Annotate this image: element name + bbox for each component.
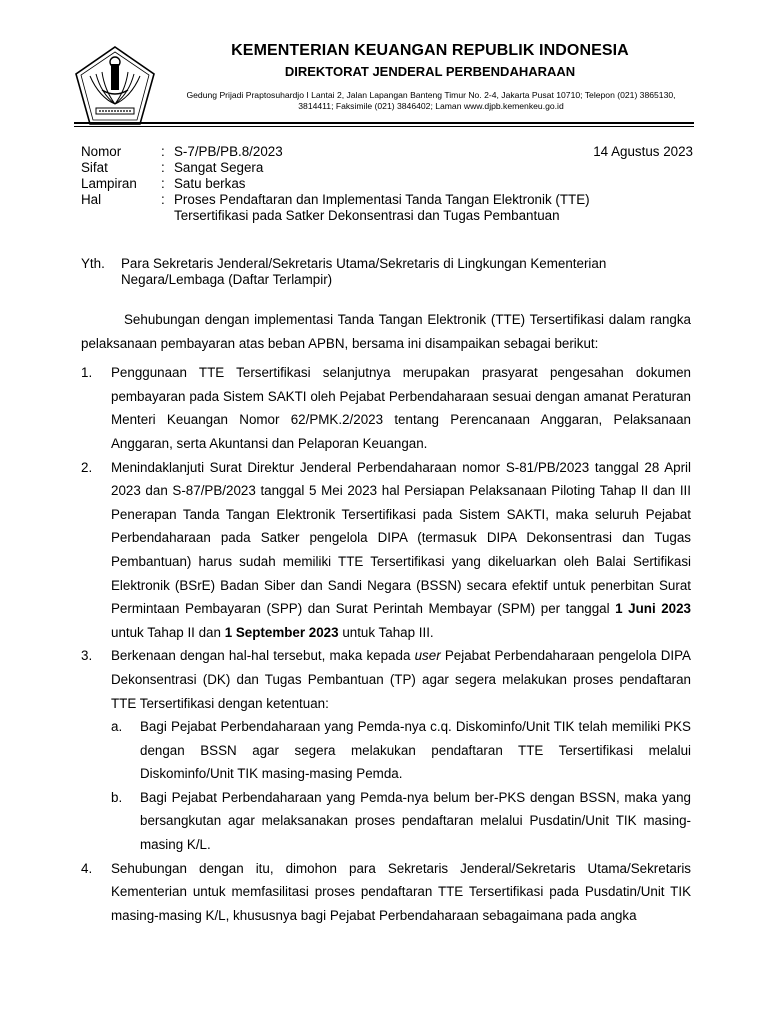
address-line: 3814411; Faksimile (021) 3846402; Laman www.djpb.kemenkeu.go.id [298, 101, 564, 111]
letter-body [81, 308, 691, 927]
intro-paragraph: Sehubungan dengan implementasi Tanda Tangan Elektronik (TTE) Tersertifikasi dalam rangka pelaksanaan pembayaran atas beban APBN, bersama ini disampaikan sebagai berikut: [81, 312, 691, 351]
meta-value [174, 192, 701, 224]
subject-line: Tersertifikasi pada Satker Dekonsentrasi dan Tugas Pembantuan [174, 208, 560, 223]
item-text: Penggunaan TTE Tersertifikasi selanjutnya merupakan prasyarat pengesahan dokumen pembayaran pada Sistem SAKTI oleh Pejabat Perbendaharaan sesuai dengan amanat Peraturan Menteri Keuangan Nomor 62/PMK.2/2023 tentang Perencanaan Anggaran, Pelaksanaan Anggaran, serta Akuntansi dan Pelaporan Keuangan. [111, 365, 691, 451]
meta-value: S-7/PB/PB.8/2023 [174, 144, 283, 159]
meta-hal [81, 192, 701, 224]
ministry-title: KEMENTERIAN KEUANGAN REPUBLIK INDONESIA [231, 42, 629, 59]
item-text-part: untuk Tahap II dan [111, 624, 221, 640]
meta-label: Nomor [81, 144, 122, 159]
point-list [81, 361, 691, 927]
sub-item-letter: b. [111, 789, 123, 805]
addressee-line: Para Sekretaris Jenderal/Sekretaris Utama/Sekretaris di Lingkungan Kementerian [121, 256, 607, 271]
sub-item-letter: a. [111, 719, 123, 735]
meta-sifat [81, 160, 701, 176]
item-text [111, 456, 691, 645]
emphasis-text: user [414, 648, 441, 664]
meta-label: Lampiran [81, 176, 137, 191]
meta-label: Hal [81, 192, 102, 207]
meta-separator: : [161, 160, 165, 175]
meta-separator: : [161, 144, 165, 159]
letterhead-rule-thin [74, 126, 694, 127]
list-item [81, 644, 691, 856]
item-text-part: untuk Tahap III. [342, 624, 434, 640]
office-address [166, 90, 696, 112]
sub-item [111, 715, 691, 786]
sub-item-text: Bagi Pejabat Perbendaharaan yang Pemda-nya belum ber-PKS dengan BSSN, maka yang bersangkutan agar melaksanakan proses pendaftaran melalui Pusdatin/Unit TIK masing-masing K/L. [140, 789, 691, 853]
item-text-part: Menindaklanjuti Surat Direktur Jenderal Perbendaharaan nomor S-81/PB/2023 tanggal 28 April 2023 dan S-87/PB/2023 tanggal 5 Mei 2023 hal Persiapan Pelaksanaan Piloting Tahap II dan III Penerapan Tanda Tangan Elektronik Tersertifikasi pada Sistem SAKTI, maka seluruh Pejabat Perbendaharaan pada Satker pengelola DIPA (termasuk DIPA Dekonsentrasi dan Tugas Pembantuan) harus sudah memiliki TTE Tersertifikasi yang dikeluarkan oleh Balai Sertifikasi Elektronik (BSrE) Badan Siber dan Sandi Negara (BSSN) secara efektif untuk penerbitan Surat Permintaan Pembayaran (SPP) dan Surat Perintah Membayar (SPM) per tanggal [111, 459, 691, 617]
sub-item [111, 786, 691, 857]
item-text-part: Berkenaan dengan hal-hal tersebut, maka kepada [111, 648, 411, 664]
address-line: Gedung Prijadi Praptosuhardjo I Lantai 2, Jalan Lapangan Banteng Timur No. 2-4, Jakarta Pusat 10710; Telepon (021) 3865130, [186, 90, 676, 100]
addressee-value [121, 256, 701, 288]
meta-label: Sifat [81, 160, 108, 175]
deadline-date: 1 Juni 2023 [615, 601, 691, 617]
item-text [111, 644, 691, 856]
addressee [81, 256, 701, 288]
deadline-date: 1 September 2023 [224, 624, 339, 640]
list-item [81, 456, 691, 645]
subject-line: Proses Pendaftaran dan Implementasi Tanda Tangan Elektronik (TTE) [174, 192, 590, 207]
meta-value: Satu berkas [174, 176, 246, 191]
meta-separator: : [161, 176, 165, 191]
list-item [81, 857, 691, 928]
item-number: 1. [81, 365, 93, 381]
letter-date: 14 Agustus 2023 [593, 144, 693, 159]
item-number: 3. [81, 648, 93, 664]
addressee-label: Yth. [81, 256, 105, 271]
meta-separator: : [161, 192, 165, 207]
list-item [81, 361, 691, 455]
item-number: 2. [81, 459, 93, 475]
item-text: Sehubungan dengan itu, dimohon para Sekretaris Jenderal/Sekretaris Utama/Sekretaris Kementerian untuk memfasilitasi proses pendaftaran TTE Tersertifikasi pada Pusdatin/Unit TIK masing-masing K/L, khususnya bagi Pejabat Perbendaharaan sebagaimana pada angka [111, 860, 691, 923]
letterhead-rule [74, 122, 694, 124]
item-number: 4. [81, 860, 93, 876]
addressee-line: Negara/Lembaga (Daftar Terlampir) [121, 272, 333, 287]
meta-value: Sangat Segera [174, 160, 264, 175]
directorate-title: DIREKTORAT JENDERAL PERBENDAHARAAN [284, 64, 576, 79]
sub-item-text: Bagi Pejabat Perbendaharaan yang Pemda-nya c.q. Diskominfo/Unit TIK telah memiliki PKS dengan BSSN agar segera melakukan pendaftaran TTE Tersertifikasi melalui Diskominfo/Unit TIK masing-masing Pemda. [140, 719, 691, 782]
item-text-part: Pejabat Perbendaharaan pengelola DIPA Dekonsentrasi (DK) dan Tugas Pembantuan (TP) agar segera melakukan proses pendaftaran TTE Tersertifikasi dengan ketentuan: [111, 648, 691, 711]
meta-lampiran [81, 176, 701, 192]
kemenkeu-emblem-icon [72, 44, 158, 130]
